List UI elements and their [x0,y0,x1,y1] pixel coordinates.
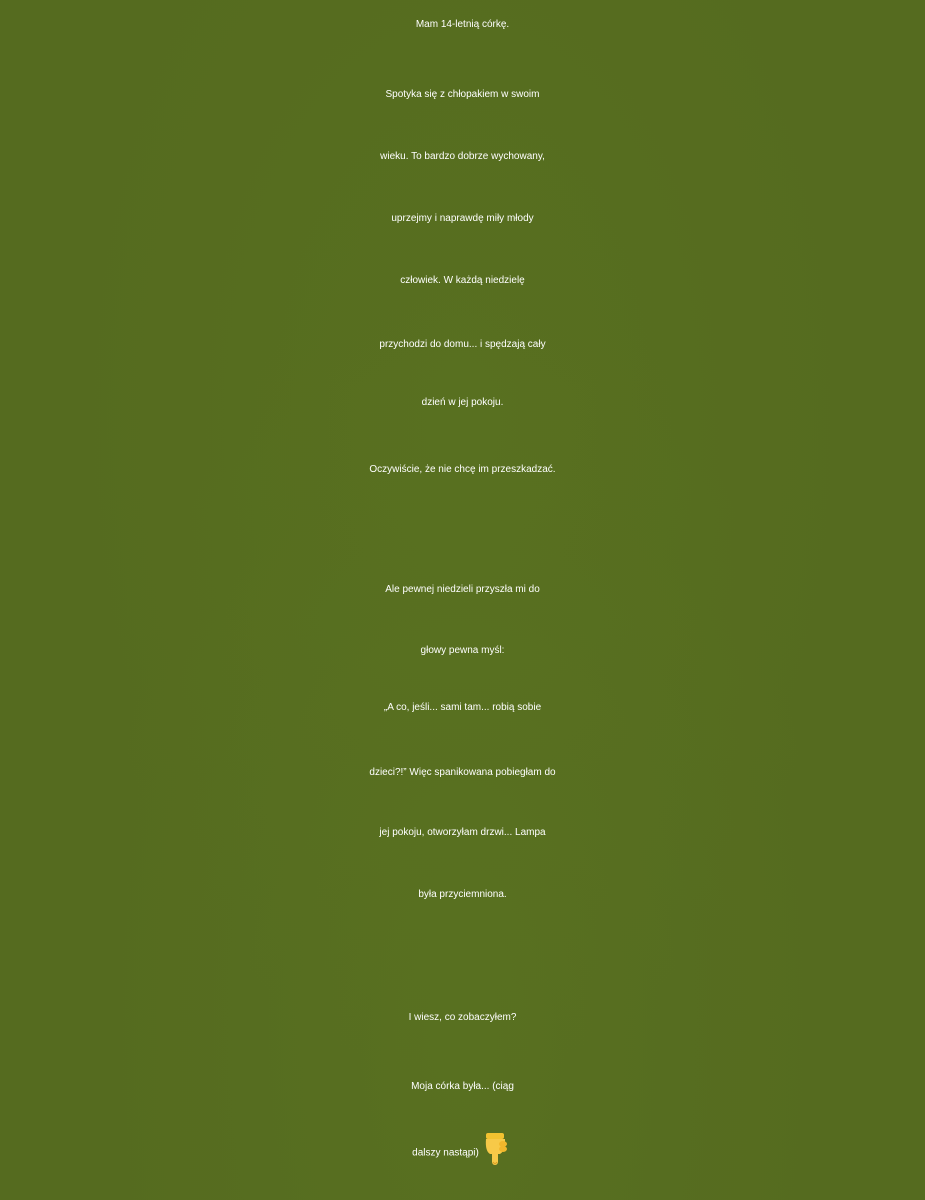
pointing-down-hand-icon [483,1131,513,1167]
story-line-5: człowiek. W każdą niedzielę [400,275,525,286]
story-line-10: głowy pewna myśl: [420,645,505,656]
story-line-16: Moja córka była... (ciąg [411,1081,514,1092]
story-line-7: dzień w jej pokoju. [421,397,504,408]
story-line-8: Oczywiście, że nie chcę im przeszkadzać. [369,464,556,475]
story-line-11: „A co, jeśli... sami tam... robią sobie [383,702,542,713]
story-line-15: I wiesz, co zobaczyłem? [408,1012,517,1023]
story-line-1: Mam 14-letnią córkę. [415,19,510,30]
story-line-4: uprzejmy i naprawdę miły młody [391,213,534,224]
story-line-3: wieku. To bardzo dobrze wychowany, [380,151,545,162]
story-line-6: przychodzi do domu... i spędzają cały [379,339,546,350]
story-line-9: Ale pewnej niedzieli przyszła mi do [385,584,540,595]
story-line-17 [0,1135,925,1171]
story-line-2: Spotyka się z chłopakiem w swoim [385,89,540,100]
story-line-14: była przyciemniona. [418,889,507,900]
story-line-12: dzieci?!” Więc spanikowana pobiegłam do [369,767,556,778]
continuation-text: dalszy nastąpi) [412,1147,479,1159]
story-line-13: jej pokoju, otworzyłam drzwi... Lampa [379,827,546,838]
